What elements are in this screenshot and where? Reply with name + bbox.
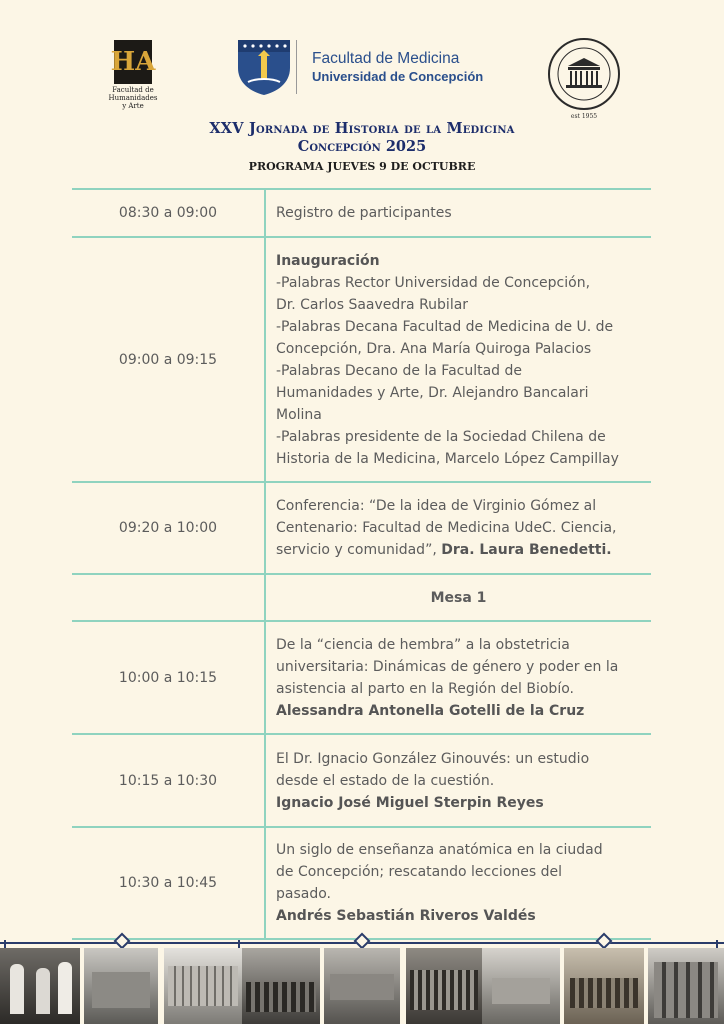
panel-heading: Mesa 1 [265, 574, 651, 621]
session-heading: Inauguración [276, 252, 380, 269]
author-name: Andrés Sebastián Riveros Valdés [276, 908, 536, 924]
historical-photo-campus [324, 948, 400, 1024]
description-cell [265, 482, 651, 574]
timeline-tick [4, 940, 6, 948]
description-line: de Concepción; rescatando lecciones del [276, 864, 563, 880]
event-title: XXV Jornada de Historia de la Medicina [209, 120, 515, 137]
historical-photo-strip [0, 934, 724, 1024]
udec-logo-text [312, 50, 483, 84]
udec-university-name: Universidad de Concepción [312, 69, 484, 84]
speaker-name: Dra. Laura Benedetti. [441, 542, 612, 558]
time-cell: 10:30 a 10:45 [72, 827, 265, 939]
program-date: PROGRAMA JUEVES 9 DE OCTUBRE [248, 160, 476, 173]
humanities-logo-line: Humanidades [108, 94, 158, 102]
description-line: Humanidades y Arte, Dr. Alejandro Bancalari [276, 384, 589, 401]
description-cell [265, 734, 651, 827]
historical-photo-faculty-building [482, 948, 560, 1024]
timeline-marker [354, 933, 371, 950]
historical-photo-group [242, 948, 320, 1024]
description-line: -Palabras presidente de la Sociedad Chilena de [276, 428, 606, 445]
schedule-row [72, 574, 651, 621]
description-line: Molina [276, 406, 322, 423]
time-cell: 10:00 a 10:15 [72, 621, 265, 734]
timeline-tick [238, 940, 240, 948]
time-cell: 10:15 a 10:30 [72, 734, 265, 827]
description-line: Registro de participantes [276, 205, 452, 221]
humanities-faculty-logo [100, 40, 166, 110]
udec-shield-logo [236, 38, 292, 96]
description-line: Dr. Carlos Saavedra Rubilar [276, 296, 469, 313]
description-line: -Palabras Decana Facultad de Medicina de U. de [276, 318, 614, 335]
description-line: desde el estado de la cuestión. [276, 772, 495, 789]
time-cell: 08:30 a 09:00 [72, 189, 265, 237]
udec-faculty-name: Facultad de Medicina [312, 50, 460, 67]
historical-photo-doctors [0, 948, 80, 1024]
description-cell [265, 189, 651, 237]
schedule-row [72, 621, 651, 734]
schedule-row [72, 734, 651, 827]
description-line: Centenario: Facultad de Medicina UdeC. Ciencia, [276, 520, 617, 536]
description-cell [265, 827, 651, 939]
schedule-row [72, 827, 651, 939]
schedule-row [72, 189, 651, 237]
udec-divider [296, 40, 297, 94]
timeline-marker [596, 933, 613, 950]
history-society-seal-logo [546, 36, 622, 120]
description-line: -Palabras Decano de la Facultad de [276, 362, 523, 379]
description-line: servicio y comunidad”, [276, 542, 442, 558]
description-line: asistencia al parto en la Región del Biobío. [276, 680, 574, 697]
description-cell [265, 237, 651, 482]
description-line: El Dr. Ignacio González Ginouvés: un estudio [276, 750, 590, 767]
description-line: pasado. [276, 886, 331, 902]
historical-photo-facade [648, 948, 724, 1024]
author-name: Ignacio José Miguel Sterpin Reyes [276, 794, 544, 811]
society-seal-year: est 1955 [570, 113, 598, 120]
time-cell [72, 574, 265, 621]
historical-photo-hospital [164, 948, 242, 1024]
time-cell: 09:00 a 09:15 [72, 237, 265, 482]
description-line: Un siglo de enseñanza anatómica en la ciudad [276, 842, 603, 858]
timeline-marker [114, 933, 131, 950]
schedule-row [72, 482, 651, 574]
schedule-row [72, 237, 651, 482]
historical-photo-class [564, 948, 644, 1024]
humanities-logo-line: Facultad de [112, 86, 154, 94]
humanities-logo-emblem: HA [114, 40, 152, 84]
time-cell: 09:20 a 10:00 [72, 482, 265, 574]
humanities-logo-line: y Arte [122, 102, 144, 110]
description-line: Concepción, Dra. Ana María Quiroga Palacios [276, 340, 592, 357]
historical-photo-graduates [406, 948, 482, 1024]
author-name: Alessandra Antonella Gotelli de la Cruz [276, 702, 585, 719]
description-line: Conferencia: “De la idea de Virginio Gómez al [276, 498, 597, 514]
description-line: -Palabras Rector Universidad de Concepción, [276, 274, 591, 291]
description-line: Historia de la Medicina, Marcelo López Campillay [276, 450, 619, 467]
historical-photo-building [84, 948, 158, 1024]
description-line: universitaria: Dinámicas de género y poder en la [276, 658, 619, 675]
description-line: De la “ciencia de hembra” a la obstetricia [276, 636, 570, 653]
description-cell [265, 621, 651, 734]
schedule-table [72, 188, 651, 940]
event-location-year: Concepción 2025 [297, 138, 427, 155]
timeline-tick [716, 940, 718, 948]
